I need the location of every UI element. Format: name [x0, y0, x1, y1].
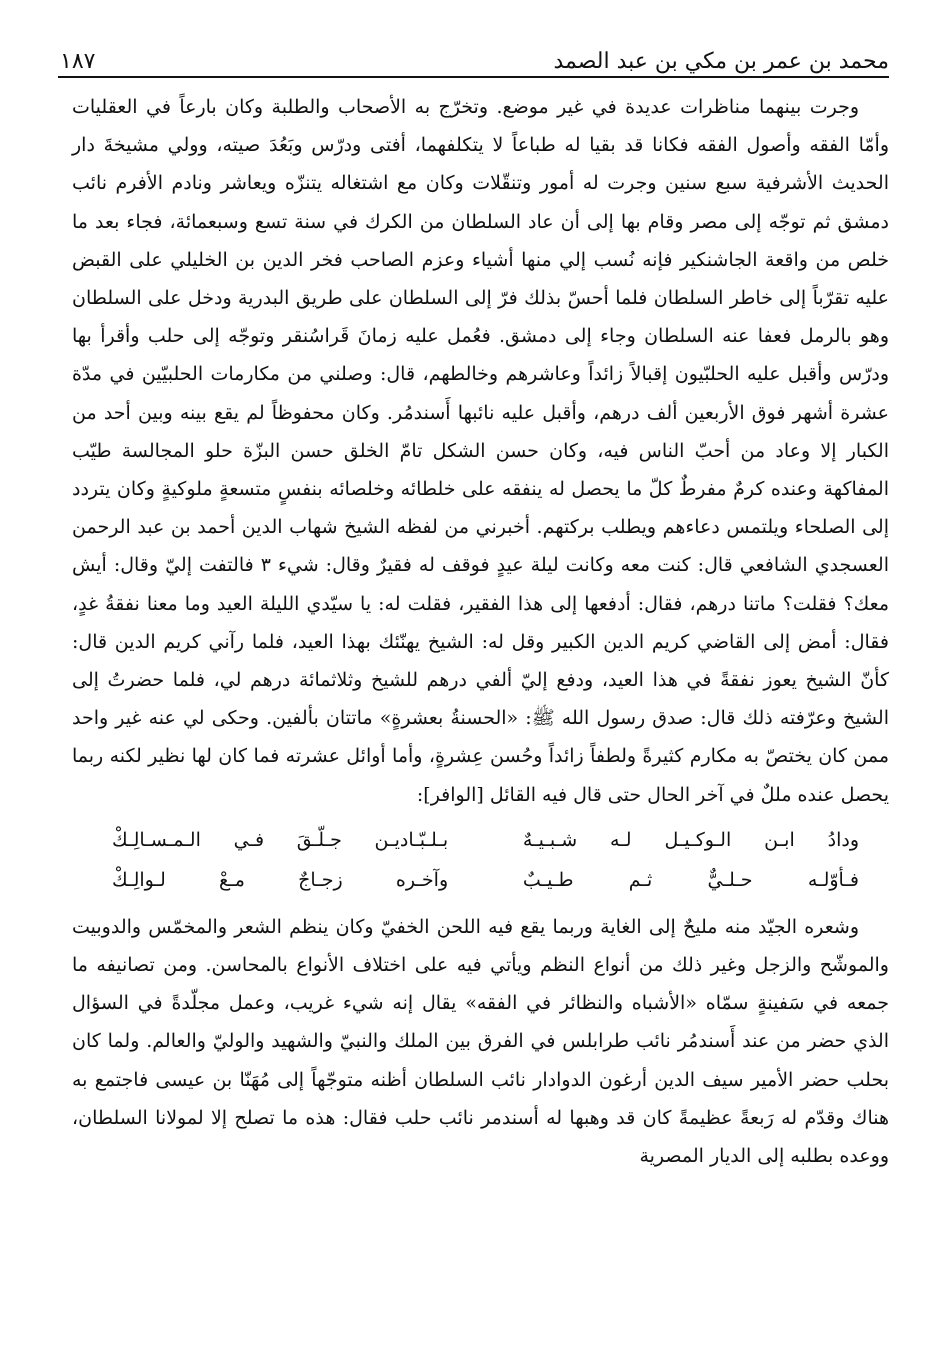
running-title: محمد بن عمر بن مكي بن عبد الصمد — [553, 49, 889, 74]
header-rule — [58, 76, 889, 78]
verse-line — [72, 820, 889, 860]
paragraph: وشعره الجيّد منه مليحٌ إلى الغاية وربما يقع فيه اللحن الخفيّ وكان ينظم الشعر والمخمّس والدوبيت والموشّح والزجل وغير ذلك من أنواع النظم ويأتي فيه على اختلاف الأنواع بالمحاسن. ومن تصانيفه ما جمعه في سَفينةٍ سمّاه «الأشباه والنظائر في الفقه» يقال إنه شيء غريب، وعمل مجلّدةً في السؤال الذي حضر من عند أَسندمُر نائب طرابلس في الفرق بين الملك والنبيّ والشهيد والوليّ والعالم. ولما كان بحلب حضر الأمير سيف الدين أرغون الدوادار نائب السلطان أظنه متوجّهاً إلى مُهَنّا بن عيسى فاجتمع به هناك وقدّم له رَبعةً عظيمةً كان قد وهبها له أسندمر نائب حلب فقال: هذه ما تصلح إلا لمولانا السلطان، ووعده بطلبه إلى الديار المصرية — [72, 915, 889, 1168]
page-header — [60, 40, 889, 76]
verse-second-hemistich: بـلـبّـاديـن جـلّـقَ فـي الـمـسـالِـكْ — [112, 828, 449, 851]
verse-second-hemistich: وآخـره زجـاجٌ مـعْ لـوالِـكْ — [112, 868, 449, 891]
paragraph: وجرت بينهما مناظرات عديدة في غير موضع. وتخرّج به الأصحاب والطلبة وكان بارعاً في العقليات وأمّا الفقه وأصول الفقه فكانا قد بقيا له طباعاً لا يتكلفهما، أفتى ودرّس وبَعُدَ صيته، وولي مشيخةَ دار الحديث الأشرفية سبع سنين وجرت له أمور وتنقّلات وكان مع اشتغاله يتنزّه ويعاشر ونادم الأفرم نائب دمشق ثم توجّه إلى مصر وقام بها إلى أن عاد السلطان من الكرك في سنة تسع وسبعمائة، فجاء بعد ما خلص من واقعة الجاشنكير فإنه نُسب إلي منها أشياء وعزم الصاحب فخر الدين بن الخليلي على القبض عليه تقرّباً إلى خاطر السلطان فلما أحسّ بذلك فرّ إلى السلطان على طريق البدرية ودخل على السلطان وهو بالرمل فعفا عنه السلطان وجاء إلى دمشق. فعُمل عليه زمانَ قَراسُنقر وتوجّه إلى حلب وأقرأ بها ودرّس وأقبل عليه الحلبّيون إقبالاً زائداً وعاشرهم وخالطهم، قال: وصلني من مكارمات الحلبيّين في مدّة عشرة أشهر فوق الأربعين ألف درهم، وأقبل عليه نائبها أَسندمُر. وكان محفوظاً لم يقع بينه وبين أحد من الكبار إلا وعاد من أحبّ الناس فيه، وكان حسن الشكل تامّ الخلق حسن البزّة حلو المجالسة طيّب المفاكهة وعنده كرمٌ مفرطٌ كلّ ما يحصل له ينفقه على خلطائه وخلصائه بنفسٍ متسعةٍ ملوكيةٍ وكان يتردد إلى الصلحاء ويلتمس دعاءهم ويطلب بركتهم. أخبرني من لفظه الشيخ شهاب الدين أحمد بن عبد الرحمن العسجدي الشافعي قال: كنت معه وكانت ليلة عيدٍ فوقف له فقيرٌ وقال: شيء ٣ فالتفت إليّ وقال: أيش معك؟ فقلت؟ ماتنا درهم، فقال: أدفعها إلى هذا الفقير، فقلت له: يا سيّدي الليلة العيد وما معنا نفقةُ غدٍ، فقال: أمض إلى القاضي كريم الدين الكبير وقل له: الشيخ يهنّئك بهذا العيد، فلما رآني كريم الدين قال: كأنّ الشيخ يعوز نفقةً في هذا العيد، ودفع إليّ ألفي درهم للشيخ وثلاثمائة درهم لي، فلما حضرتُ إلى الشيخ وعرّفته ذلك قال: صدق رسول الله ﷺ: «الحسنةُ بعشرةٍ» ماتتان بألفين. وحكى لي عنه غير واحد ممن كان يختصّ به مكارم كثيرةً ولطفاً زائداً وحُسن عِشرةٍ، وأما أوائل عشرته فما كان لها نظير لكنه ربما يحصل عنده مللٌ في آخر الحال حتى قال فيه القائل [الوافر]: — [72, 96, 889, 806]
verse-line — [72, 860, 889, 900]
verse-first-hemistich: فـأوّلـه حـلـيٌّ ثـم طـيـبٌ — [522, 868, 859, 891]
page-number: ١٨٧ — [60, 49, 96, 74]
page-body — [72, 88, 889, 1175]
verse-first-hemistich: ودادُ ابـن الـوكـيـل لـه شـبـيـهٌ — [522, 828, 859, 851]
poem — [72, 820, 889, 900]
